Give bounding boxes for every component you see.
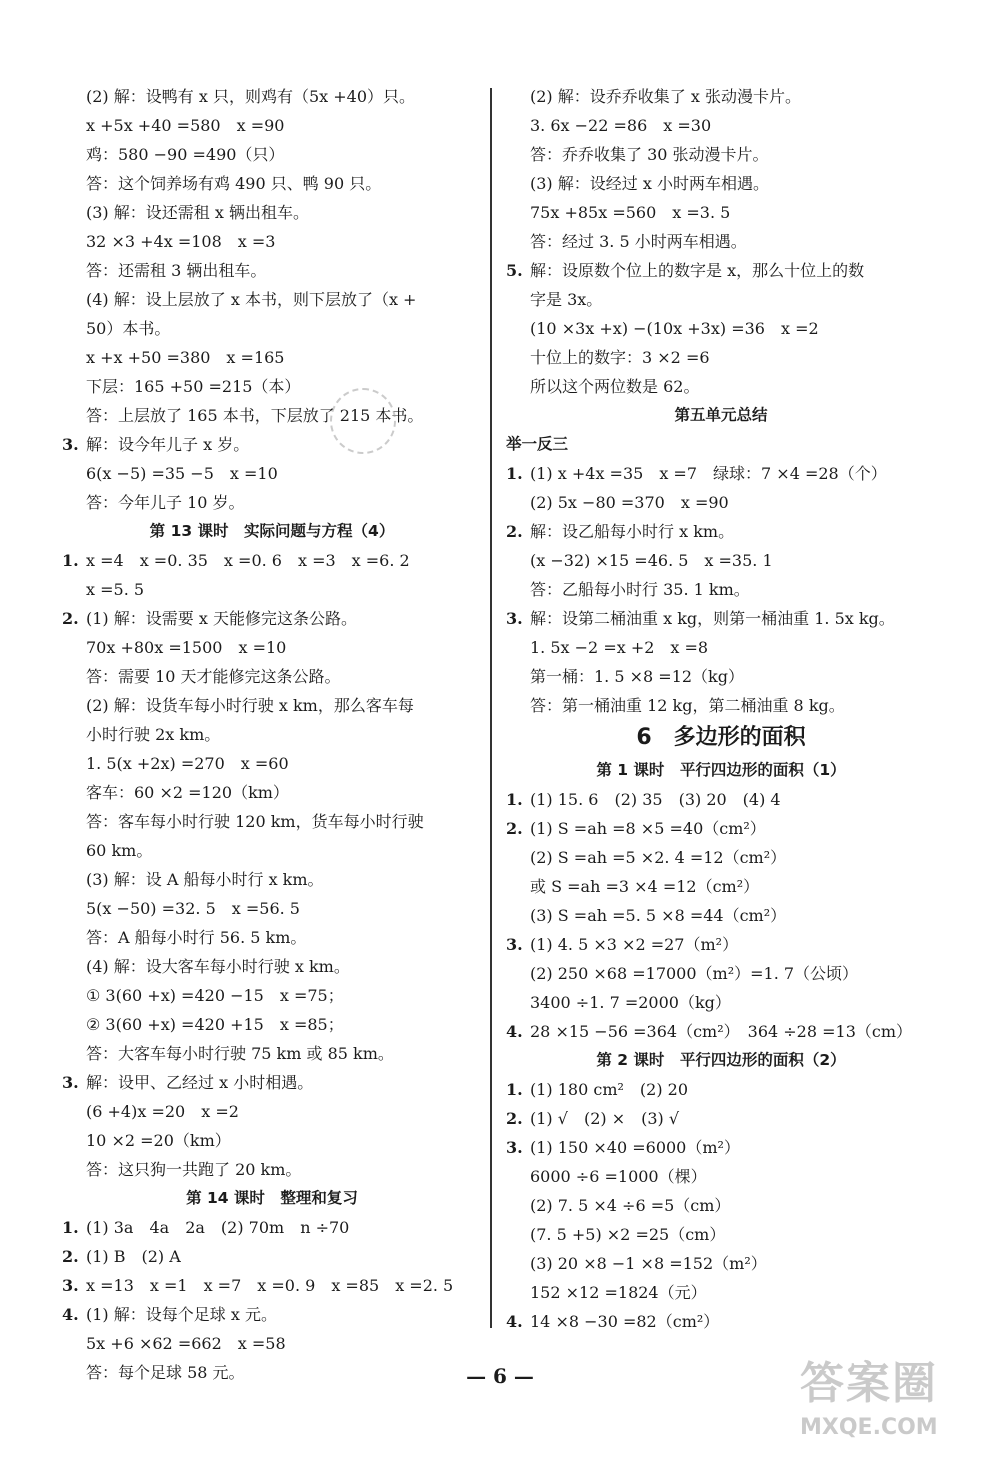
- answer-line: [62, 1300, 482, 1329]
- answer-line: [62, 923, 482, 952]
- answer-line: [506, 343, 936, 372]
- watermark-url: MXQE.COM: [800, 1415, 938, 1440]
- line-text: (1) 4. 5 ×3 ×2 =27（m²）: [530, 935, 739, 954]
- answer-line: [506, 227, 936, 256]
- line-text: 答：客车每小时行驶 120 km，货车每小时行驶: [86, 812, 424, 831]
- answer-line: [506, 691, 936, 720]
- line-text: (1) 解：设需要 x 天能修完这条公路。: [86, 609, 357, 628]
- answer-line: [62, 82, 482, 111]
- line-text: 第一桶：1. 5 ×8 =12（kg）: [530, 667, 744, 686]
- line-text: 答：大客车每小时行驶 75 km 或 85 km。: [86, 1044, 394, 1063]
- line-text: 解：设乙船每小时行 x km。: [530, 522, 735, 541]
- line-text: 1. 5(x +2x) =270 x =60: [86, 754, 289, 773]
- line-text: 75x +85x =560 x =3. 5: [530, 203, 731, 222]
- question-number: 4.: [62, 1305, 79, 1324]
- watermark: [800, 1347, 980, 1457]
- answer-line: [62, 1097, 482, 1126]
- page-number: — 6 —: [466, 1364, 534, 1388]
- line-text: 第 2 课时 平行四边形的面积（2）: [596, 1051, 846, 1069]
- answer-line: [62, 981, 482, 1010]
- question-number: 1.: [506, 464, 523, 483]
- section-heading: [62, 1184, 482, 1213]
- left-answer-column: [62, 82, 482, 1387]
- line-text: (1) 解：设每个足球 x 元。: [86, 1305, 277, 1324]
- answer-line: [62, 1329, 482, 1358]
- answer-line: [62, 1213, 482, 1242]
- answer-line: [506, 314, 936, 343]
- answer-line: [506, 785, 936, 814]
- line-text: 十位上的数字：3 ×2 =6: [530, 348, 710, 367]
- answer-line: [62, 111, 482, 140]
- column-divider: [490, 88, 492, 1328]
- line-text: 答：第一桶油重 12 kg，第二桶油重 8 kg。: [530, 696, 845, 715]
- line-text: 5x +6 ×62 =662 x =58: [86, 1334, 286, 1353]
- line-text: 答：每个足球 58 元。: [86, 1363, 245, 1382]
- answer-line: [62, 633, 482, 662]
- answer-line: [62, 430, 482, 459]
- answer-line: [62, 836, 482, 865]
- answer-line: [62, 227, 482, 256]
- answer-line: [506, 1191, 936, 1220]
- answer-line: [506, 633, 936, 662]
- watermark-logo: 答案圈: [800, 1358, 938, 1409]
- chapter-heading: [506, 720, 936, 756]
- answer-line: [506, 546, 936, 575]
- line-text: 客车：60 ×2 =120（km）: [86, 783, 289, 802]
- line-text: 举一反三: [506, 435, 569, 453]
- line-text: 3400 ÷1. 7 =2000（kg）: [530, 993, 731, 1012]
- question-number: 1.: [62, 551, 79, 570]
- answer-line: [62, 285, 482, 314]
- answer-line: [506, 517, 936, 546]
- line-text: (1) 3a 4a 2a (2) 70m n ÷70: [86, 1218, 350, 1237]
- line-text: 解：设第二桶油重 x kg，则第一桶油重 1. 5x kg。: [530, 609, 895, 628]
- question-number: 2.: [62, 1247, 79, 1266]
- line-text: 答：A 船每小时行 56. 5 km。: [86, 928, 307, 947]
- answer-line: [62, 169, 482, 198]
- line-text: x +5x +40 =580 x =90: [86, 116, 285, 135]
- answer-line: [62, 1126, 482, 1155]
- line-text: 或 S =ah =3 ×4 =12（cm²）: [530, 877, 760, 896]
- answer-line: [506, 662, 936, 691]
- answer-line: [506, 82, 936, 111]
- answer-line: [62, 343, 482, 372]
- line-text: (2) 解：设鸭有 x 只，则鸡有（5x +40）只。: [86, 87, 416, 106]
- answer-line: [506, 285, 936, 314]
- line-text: 答：乔乔收集了 30 张动漫卡片。: [530, 145, 769, 164]
- question-number: 1.: [62, 1218, 79, 1237]
- answer-line: [62, 1068, 482, 1097]
- answer-line: [62, 662, 482, 691]
- line-text: 所以这个两位数是 62。: [530, 377, 700, 396]
- answer-line: [62, 1271, 482, 1300]
- line-text: 下层：165 +50 =215（本）: [86, 377, 301, 396]
- line-text: 5(x −50) =32. 5 x =56. 5: [86, 899, 300, 918]
- line-text: 10 ×2 =20（km）: [86, 1131, 231, 1150]
- line-text: 28 ×15 −56 =364（cm²） 364 ÷28 =13（cm）: [530, 1022, 913, 1041]
- question-number: 2.: [62, 609, 79, 628]
- line-text: 32 ×3 +4x =108 x =3: [86, 232, 276, 251]
- line-text: (1) √ (2) × (3) √: [530, 1109, 680, 1128]
- line-text: (2) 7. 5 ×4 ÷6 =5（cm）: [530, 1196, 731, 1215]
- line-text: 解：设甲、乙经过 x 小时相遇。: [86, 1073, 314, 1092]
- line-text: (10 ×3x +x) −(10x +3x) =36 x =2: [530, 319, 819, 338]
- line-text: (x −32) ×15 =46. 5 x =35. 1: [530, 551, 773, 570]
- line-text: 6(x −5) =35 −5 x =10: [86, 464, 278, 483]
- answer-line: [62, 546, 482, 575]
- answer-line: [62, 1039, 482, 1068]
- line-text: (2) S =ah =5 ×2. 4 =12（cm²）: [530, 848, 787, 867]
- line-text: (2) 250 ×68 =17000（m²）=1. 7（公顷）: [530, 964, 859, 983]
- answer-line: [62, 459, 482, 488]
- line-text: (2) 解：设乔乔收集了 x 张动漫卡片。: [530, 87, 801, 106]
- section-heading: [62, 517, 482, 546]
- answer-line: [506, 1307, 936, 1336]
- answer-line: [62, 604, 482, 633]
- answer-line: [506, 843, 936, 872]
- line-text: (1) 150 ×40 =6000（m²）: [530, 1138, 740, 1157]
- line-text: 50）本书。: [86, 319, 171, 338]
- question-number: 4.: [506, 1022, 523, 1041]
- line-text: 小时行驶 2x km。: [86, 725, 221, 744]
- answer-line: [62, 865, 482, 894]
- line-text: x =4 x =0. 35 x =0. 6 x =3 x =6. 2: [86, 551, 410, 570]
- answer-line: [506, 1162, 936, 1191]
- line-text: (1) 15. 6 (2) 35 (3) 20 (4) 4: [530, 790, 781, 809]
- line-text: 第 1 课时 平行四边形的面积（1）: [596, 761, 846, 779]
- answer-line: [62, 1155, 482, 1184]
- line-text: 3. 6x −22 =86 x =30: [530, 116, 712, 135]
- line-text: (3) 解：设还需租 x 辆出租车。: [86, 203, 309, 222]
- question-number: 2.: [506, 522, 523, 541]
- line-text: 6 多边形的面积: [636, 725, 806, 750]
- answer-line: [506, 959, 936, 988]
- answer-line: [62, 778, 482, 807]
- line-text: (1) B (2) A: [86, 1247, 181, 1266]
- answer-line: [62, 720, 482, 749]
- answer-line: [62, 401, 482, 430]
- answer-line: [506, 575, 936, 604]
- line-text: 答：这只狗一共跑了 20 km。: [86, 1160, 302, 1179]
- answer-line: [506, 140, 936, 169]
- line-text: 第五单元总结: [674, 406, 768, 424]
- answer-line: [506, 1075, 936, 1104]
- answer-line: [506, 169, 936, 198]
- line-text: x +x +50 =380 x =165: [86, 348, 285, 367]
- answer-line: [62, 256, 482, 285]
- line-text: 60 km。: [86, 841, 153, 860]
- question-number: 2.: [506, 819, 523, 838]
- line-text: 答：乙船每小时行 35. 1 km。: [530, 580, 750, 599]
- line-text: 鸡：580 −90 =490（只）: [86, 145, 285, 164]
- answer-line: [506, 604, 936, 633]
- answer-line: [62, 198, 482, 227]
- answer-line: [506, 1104, 936, 1133]
- answer-line: [506, 256, 936, 285]
- subsection-heading: [506, 430, 936, 459]
- question-number: 4.: [506, 1312, 523, 1331]
- line-text: ② 3(60 +x) =420 +15 x =85；: [86, 1015, 344, 1034]
- question-number: 3.: [62, 1073, 79, 1092]
- line-text: (3) 解：设经过 x 小时两车相遇。: [530, 174, 769, 193]
- question-number: 5.: [506, 261, 523, 280]
- line-text: 70x +80x =1500 x =10: [86, 638, 287, 657]
- line-text: 答：这个饲养场有鸡 490 只、鸭 90 只。: [86, 174, 382, 193]
- answer-line: [506, 1220, 936, 1249]
- line-text: 解：设今年儿子 x 岁。: [86, 435, 250, 454]
- line-text: ① 3(60 +x) =420 −15 x =75；: [86, 986, 344, 1005]
- answer-line: [62, 488, 482, 517]
- line-text: (3) 20 ×8 −1 ×8 =152（m²）: [530, 1254, 767, 1273]
- line-text: (3) S =ah =5. 5 ×8 =44（cm²）: [530, 906, 787, 925]
- line-text: (1) S =ah =8 ×5 =40（cm²）: [530, 819, 766, 838]
- answer-line: [506, 1133, 936, 1162]
- faint-stamp-mark: [330, 388, 396, 454]
- answer-line: [506, 872, 936, 901]
- question-number: 1.: [506, 790, 523, 809]
- line-text: (7. 5 +5) ×2 =25（cm）: [530, 1225, 726, 1244]
- line-text: 第 13 课时 实际问题与方程（4）: [149, 522, 395, 540]
- question-number: 1.: [506, 1080, 523, 1099]
- line-text: (3) 解：设 A 船每小时行 x km。: [86, 870, 324, 889]
- answer-line: [62, 894, 482, 923]
- question-number: 3.: [506, 935, 523, 954]
- answer-line: [62, 749, 482, 778]
- answer-line: [62, 952, 482, 981]
- line-text: (1) x +4x =35 x =7 绿球：7 ×4 =28（个）: [530, 464, 887, 483]
- answer-line: [506, 198, 936, 227]
- answer-line: [62, 1242, 482, 1271]
- question-number: 3.: [506, 609, 523, 628]
- answer-line: [506, 111, 936, 140]
- line-text: 答：今年儿子 10 岁。: [86, 493, 245, 512]
- line-text: 字是 3x。: [530, 290, 603, 309]
- line-text: 14 ×8 −30 =82（cm²）: [530, 1312, 720, 1331]
- answer-line: [62, 1010, 482, 1039]
- line-text: 答：经过 3. 5 小时两车相遇。: [530, 232, 747, 251]
- answer-line: [62, 807, 482, 836]
- line-text: (6 +4)x =20 x =2: [86, 1102, 239, 1121]
- answer-line: [506, 1278, 936, 1307]
- line-text: 6000 ÷6 =1000（棵）: [530, 1167, 707, 1186]
- section-heading: [506, 1046, 936, 1075]
- answer-line: [62, 575, 482, 604]
- line-text: (1) 180 cm² (2) 20: [530, 1080, 689, 1099]
- question-number: 3.: [62, 435, 79, 454]
- line-text: (2) 5x −80 =370 x =90: [530, 493, 729, 512]
- answer-line: [506, 930, 936, 959]
- line-text: 第 14 课时 整理和复习: [186, 1189, 358, 1207]
- line-text: x =5. 5: [86, 580, 145, 599]
- line-text: (4) 解：设上层放了 x 本书，则下层放了（x +: [86, 290, 417, 309]
- line-text: 答：需要 10 天才能修完这条公路。: [86, 667, 341, 686]
- answer-line: [506, 814, 936, 843]
- line-text: 答：上层放了 165 本书，下层放了 215 本书。: [86, 406, 424, 425]
- answer-line: [506, 459, 936, 488]
- section-heading: [506, 756, 936, 785]
- line-text: (2) 解：设货车每小时行驶 x km，那么客车每: [86, 696, 414, 715]
- line-text: 答：还需租 3 辆出租车。: [86, 261, 267, 280]
- answer-line: [506, 372, 936, 401]
- answer-line: [62, 314, 482, 343]
- section-heading: [506, 401, 936, 430]
- line-text: (4) 解：设大客车每小时行驶 x km。: [86, 957, 350, 976]
- question-number: 3.: [506, 1138, 523, 1157]
- answer-line: [506, 488, 936, 517]
- answer-line: [62, 691, 482, 720]
- line-text: 解：设原数个位上的数字是 x，那么十位上的数: [530, 261, 865, 280]
- answer-line: [506, 1017, 936, 1046]
- answer-line: [506, 1249, 936, 1278]
- line-text: x =13 x =1 x =7 x =0. 9 x =85 x =2. 5: [86, 1276, 454, 1295]
- right-answer-column: [506, 82, 936, 1336]
- answer-line: [62, 372, 482, 401]
- answer-line: [506, 988, 936, 1017]
- answer-line: [506, 901, 936, 930]
- question-number: 2.: [506, 1109, 523, 1128]
- answer-line: [62, 140, 482, 169]
- line-text: 152 ×12 =1824（元）: [530, 1283, 707, 1302]
- line-text: 1. 5x −2 =x +2 x =8: [530, 638, 709, 657]
- question-number: 3.: [62, 1276, 79, 1295]
